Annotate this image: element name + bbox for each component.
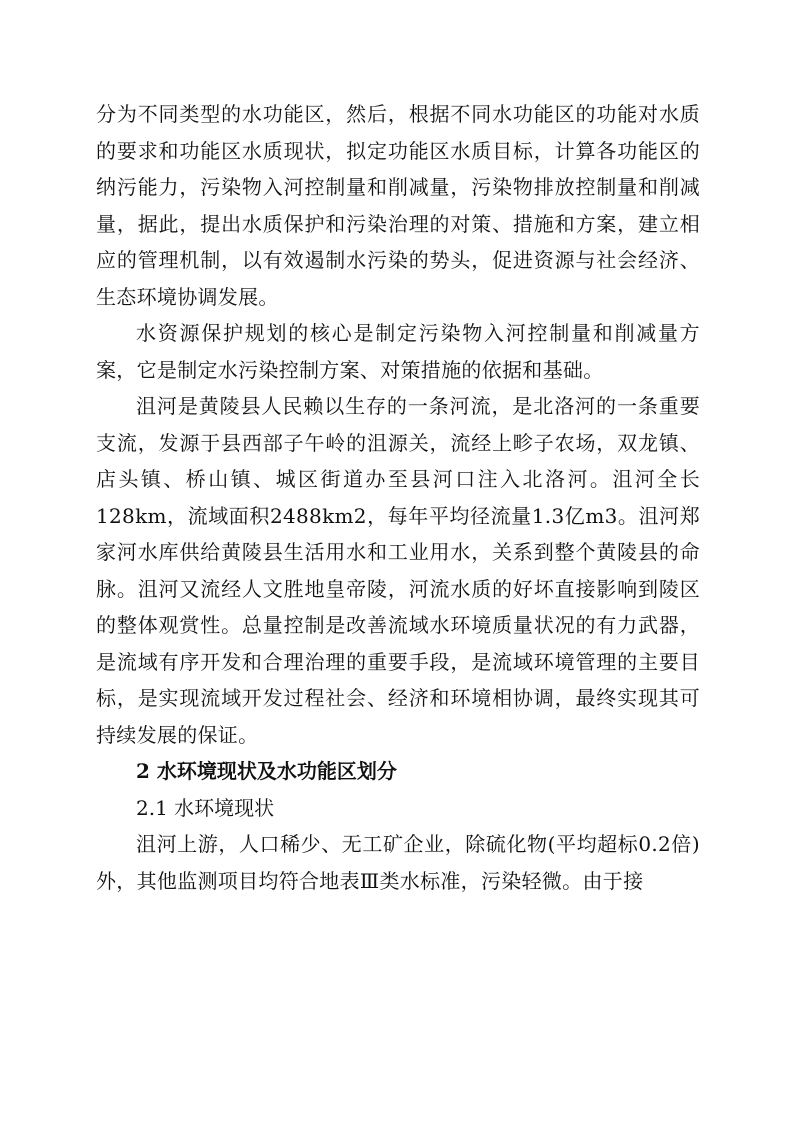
document-body <box>96 96 700 899</box>
paragraph-planning-core: 水资源保护规划的核心是制定污染物入河控制量和削减量方案，它是制定水污染控制方案、对策措施的依据和基础。 <box>96 321 700 382</box>
section-heading: 2 水环境现状及水功能区划分 <box>136 759 397 783</box>
paragraph-juhe-river: 沮河是黄陵县人民赖以生存的一条河流，是北洛河的一条重要支流，发源于县西部子午岭的沮源关，流经上畛子农场，双龙镇、店头镇、桥山镇、城区街道办至县河口注入北洛河。沮河全长128km，流域面积2488km2，每年平均径流量1.3亿m3。沮河郑家河水库供给黄陵县生活用水和工业用水，关系到整个黄陵县的命脉。沮河又流经人文胜地皇帝陵，河流水质的好坏直接影响到陵区的整体观赏性。总量控制是改善流域水环境质量状况的有力武器，是流域有序开发和合理治理的重要手段，是流域环境管理的主要目标，是实现流域开发过程社会、经济和环境相协调，最终实现其可持续发展的保证。 <box>96 394 700 747</box>
subsection-heading: 2.1 水环境现状 <box>136 795 275 820</box>
paragraph-upstream-status: 沮河上游，人口稀少、无工矿企业，除硫化物(平均超标0.2倍)外，其他监测项目均符合地表Ⅲ类水标准，污染轻微。由于接 <box>96 832 700 893</box>
paragraph-continued: 分为不同类型的水功能区，然后，根据不同水功能区的功能对水质的要求和功能区水质现状，拟定功能区水质目标，计算各功能区的纳污能力，污染物入河控制量和削减量，污染物排放控制量和削减量，据此，提出水质保护和污染治理的对策、措施和方案，建立相应的管理机制，以有效遏制水污染的势头，促进资源与社会经济、生态环境协调发展。 <box>96 102 700 309</box>
